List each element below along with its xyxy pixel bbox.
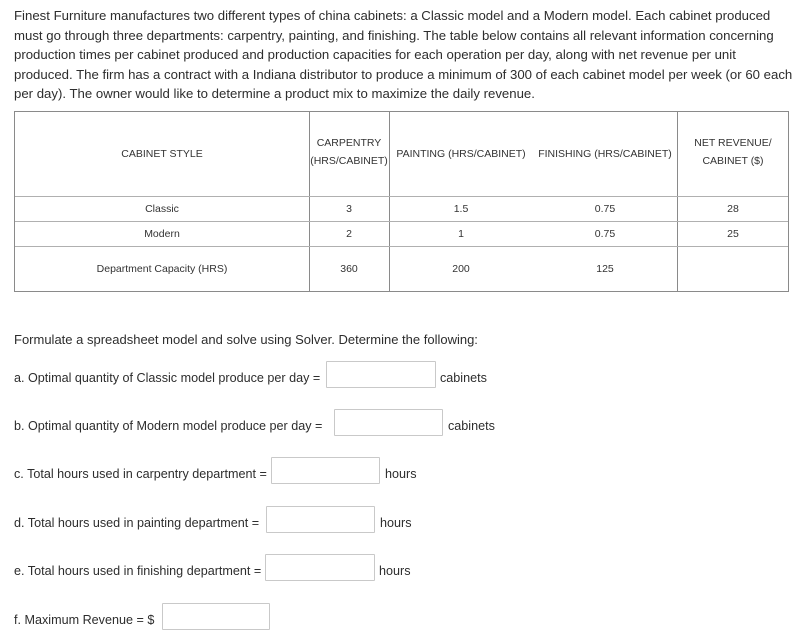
header-carpentry <box>309 134 389 170</box>
row-modern-style: Modern <box>144 228 180 240</box>
header-cabinet-style: CABINET STYLE <box>121 148 203 160</box>
row-modern-revenue: 25 <box>727 228 739 240</box>
answer-e-input[interactable] <box>265 554 375 581</box>
solver-instruction: Formulate a spreadsheet model and solve using Solver. Determine the following: <box>14 332 478 347</box>
row-capacity-finishing: 125 <box>596 263 614 275</box>
question-b-label: b. Optimal quantity of Modern model produce per day = <box>14 419 323 433</box>
question-c-label: c. Total hours used in carpentry department = <box>14 467 267 481</box>
header-finishing: FINISHING (HRS/CABINET) <box>538 148 672 160</box>
row-divider <box>15 246 788 247</box>
row-classic-finishing: 0.75 <box>594 203 616 215</box>
question-b-unit: cabinets <box>448 419 495 433</box>
row-modern-painting: 1 <box>458 228 464 240</box>
row-capacity-label: Department Capacity (HRS) <box>96 263 228 275</box>
row-modern-finishing: 0.75 <box>594 228 616 240</box>
answer-d-input[interactable] <box>266 506 375 533</box>
row-capacity-painting: 200 <box>452 263 470 275</box>
header-carpentry-line1: CARPENTRY <box>316 137 382 149</box>
cabinet-data-table <box>14 111 789 292</box>
row-classic-painting: 1.5 <box>453 203 469 215</box>
question-d-unit: hours <box>380 516 412 530</box>
answer-b-input[interactable] <box>334 409 443 436</box>
question-a-unit: cabinets <box>440 371 487 385</box>
header-revenue-line1: NET REVENUE/ <box>694 137 772 149</box>
row-classic-revenue: 28 <box>727 203 739 215</box>
answer-f-input[interactable] <box>162 603 270 630</box>
question-e-label: e. Total hours used in finishing department = <box>14 564 262 578</box>
row-classic-carpentry: 3 <box>346 203 352 215</box>
header-divider <box>15 196 788 197</box>
question-f-label: f. Maximum Revenue = $ <box>14 613 155 627</box>
row-classic-style: Classic <box>145 203 179 215</box>
answer-a-input[interactable] <box>326 361 436 388</box>
question-c-unit: hours <box>385 467 417 481</box>
header-net-revenue <box>677 134 789 170</box>
answer-c-input[interactable] <box>271 457 380 484</box>
row-divider <box>15 221 788 222</box>
header-revenue-line2: CABINET ($) <box>702 155 764 167</box>
row-modern-carpentry: 2 <box>346 228 352 240</box>
header-painting: PAINTING (HRS/CABINET) <box>396 148 526 160</box>
row-capacity-carpentry: 360 <box>340 263 358 275</box>
question-e-unit: hours <box>379 564 411 578</box>
header-carpentry-line2: (HRS/CABINET) <box>310 155 388 167</box>
problem-statement: Finest Furniture manufactures two different types of china cabinets: a Classic model and a Modern model. Each cabinet produced must go through three departments: carpentry, painting, and finishing. The table below contains all relevant information concerning production times per cabinet produced and production capacities for each operation per day, along with net revenue per unit produced. The firm has a contract with a Indiana distributor to produce a minimum of 300 of each cabinet model per week (or 60 each per day). The owner would like to determine a product mix to maximize the daily revenue. <box>14 8 793 102</box>
question-a-label: a. Optimal quantity of Classic model produce per day = <box>14 371 321 385</box>
question-d-label: d. Total hours used in painting department = <box>14 516 260 530</box>
